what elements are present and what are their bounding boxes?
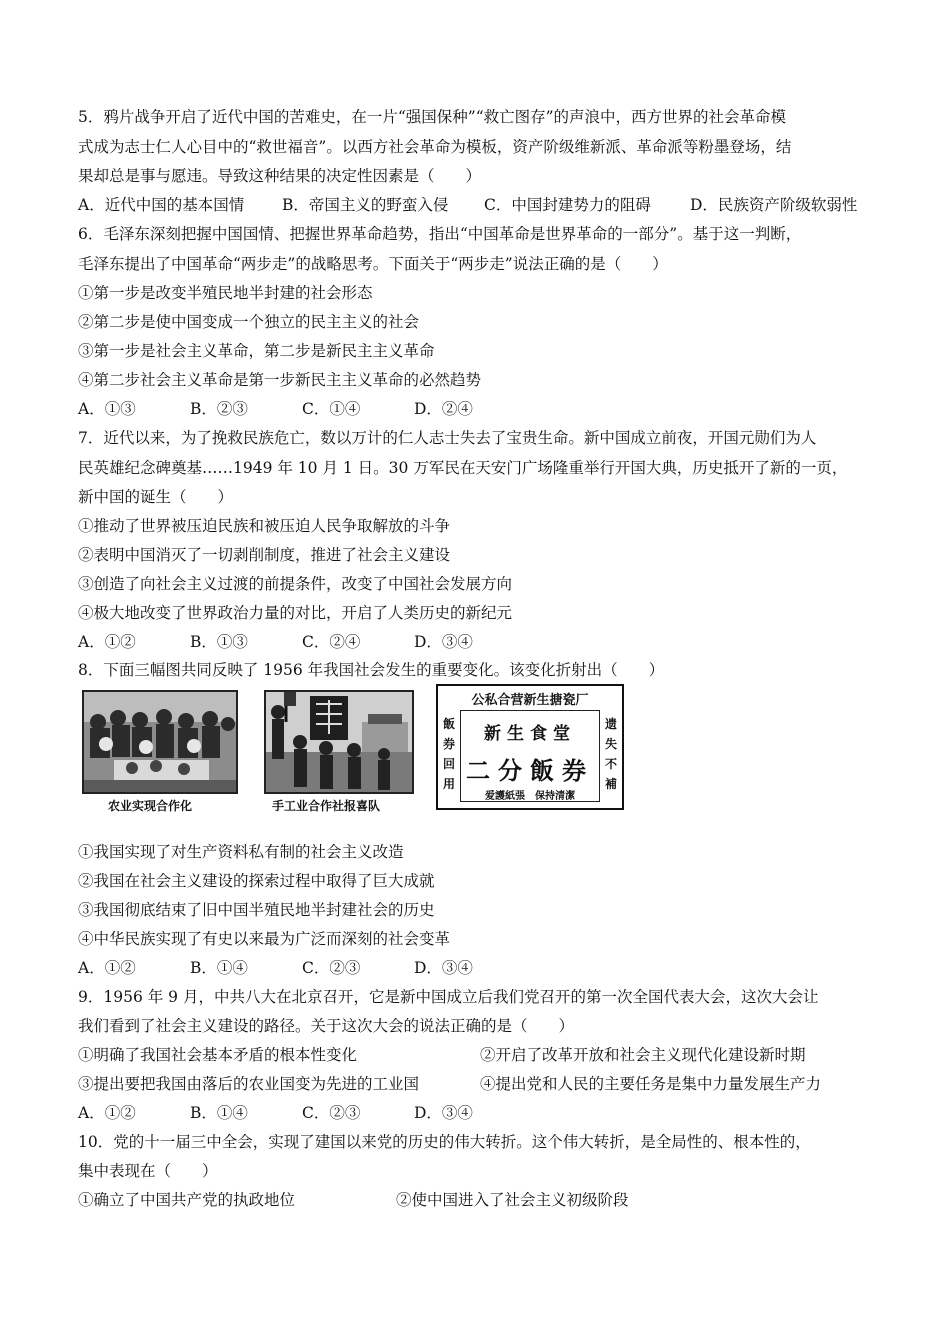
q9-line-2: 我们看到了社会主义建设的路径。关于这次大会的说法正确的是（ ） bbox=[78, 1017, 575, 1035]
q8-option-d: D．③④ bbox=[414, 959, 473, 977]
q8-item-3: ③我国彻底结束了旧中国半殖民地半封建社会的历史 bbox=[78, 901, 435, 919]
q8-option-b: B．①④ bbox=[190, 959, 248, 977]
q7-item-1: ①推动了世界被压迫民族和被压迫人民争取解放的斗争 bbox=[78, 517, 451, 535]
q9-item-2: ②开启了改革开放和社会主义现代化建设新时期 bbox=[480, 1046, 806, 1064]
photo-handicraft-image bbox=[266, 692, 412, 792]
ticket-right-text: 遗失不補 bbox=[604, 717, 617, 791]
q10-line-2: 集中表现在（ ） bbox=[78, 1162, 218, 1180]
q5-line-3: 果却总是事与愿违。导致这种结果的决定性因素是（ ） bbox=[78, 167, 482, 185]
q8-item-2: ②我国在社会主义建设的探索过程中取得了巨大成就 bbox=[78, 872, 435, 890]
q7-line-2: 民英雄纪念碑奠基……1949 年 10 月 1 日。30 万军民在天安门广场隆重举行开国大典，历史抵开了新的一页， bbox=[78, 459, 848, 477]
ticket-title: 公私合营新生搪瓷厂 bbox=[471, 693, 589, 708]
q7-item-3: ③创造了向社会主义过渡的前提条件，改变了中国社会发展方向 bbox=[78, 575, 513, 593]
q6-option-a: A．①③ bbox=[78, 400, 136, 418]
q9-item-3: ③提出要把我国由落后的农业国变为先进的工业国 bbox=[78, 1075, 420, 1093]
q9-line-1: 9．1956 年 9 月，中共八大在北京召开，它是新中国成立后我们党召开的第一次全国代表大会，这次大会让 bbox=[78, 988, 819, 1006]
q8-item-4: ④中华民族实现了有史以来最为广泛而深刻的社会变革 bbox=[78, 930, 451, 948]
meal-ticket bbox=[436, 684, 624, 810]
caption-handicraft: 手工业合作社报喜队 bbox=[272, 799, 381, 813]
q7-item-2: ②表明中国消灭了一切剥削制度，推进了社会主义建设 bbox=[78, 546, 451, 564]
q9-option-c: C．②③ bbox=[302, 1104, 361, 1122]
q5-option-c: C．中国封建势力的阻碍 bbox=[484, 196, 651, 214]
q5-option-b: B．帝国主义的野蛮入侵 bbox=[282, 196, 449, 214]
q8-line-1: 8．下面三幅图共同反映了 1956 年我国社会发生的重要变化。该变化折射出（ ） bbox=[78, 661, 665, 679]
ticket-foot: 爱護紙張 保持清潔 bbox=[485, 791, 575, 802]
q10-item-1: ①确立了中国共产党的执政地位 bbox=[78, 1191, 296, 1209]
q9-option-a: A．①② bbox=[78, 1104, 136, 1122]
q7-line-1: 7．近代以来，为了挽救民族危亡，数以万计的仁人志士失去了宝贵生命。新中国成立前夜，开国元勋们为人 bbox=[78, 429, 817, 447]
q10-item-2: ②使中国进入了社会主义初级阶段 bbox=[396, 1191, 629, 1209]
q6-option-b: B．②③ bbox=[190, 400, 248, 418]
q7-option-d: D．③④ bbox=[414, 633, 473, 651]
q7-option-a: A．①② bbox=[78, 633, 136, 651]
q5-line-1: 5．鸦片战争开启了近代中国的苦难史，在一片“强国保种”“救亡图存”的声浪中，西方世界的社会革命模 bbox=[78, 108, 787, 126]
q9-item-4: ④提出党和人民的主要任务是集中力量发展生产力 bbox=[480, 1075, 822, 1093]
q6-item-2: ②第二步是使中国变成一个独立的民主主义的社会 bbox=[78, 313, 420, 331]
q5-option-a: A．近代中国的基本国情 bbox=[78, 196, 245, 214]
caption-agriculture: 农业实现合作化 bbox=[108, 799, 193, 813]
photo-agriculture-image bbox=[84, 692, 236, 792]
q5-line-2: 式成为志士仁人心目中的“救世福音”。以西方社会革命为模板，资产阶级维新派、革命派等粉墨登场，结 bbox=[78, 138, 792, 156]
q6-item-3: ③第一步是社会主义革命，第二步是新民主主义革命 bbox=[78, 342, 435, 360]
q6-option-d: D．②④ bbox=[414, 400, 473, 418]
q10-line-1: 10．党的十一届三中全会，实现了建国以来党的历史的伟大转折。这个伟大转折，是全局性的、根本性的， bbox=[78, 1133, 811, 1151]
ticket-left-text: 飯券回用 bbox=[442, 717, 455, 791]
q7-option-c: C．②④ bbox=[302, 633, 361, 651]
q6-item-1: ①第一步是改变半殖民地半封建的社会形态 bbox=[78, 284, 373, 302]
q6-line-2: 毛泽东提出了中国革命“两步走”的战略思考。下面关于“两步走”说法正确的是（ ） bbox=[78, 255, 668, 273]
q7-line-3: 新中国的诞生（ ） bbox=[78, 488, 234, 506]
q6-option-c: C．①④ bbox=[302, 400, 361, 418]
q7-option-b: B．①③ bbox=[190, 633, 248, 651]
q8-figure bbox=[78, 688, 638, 818]
q8-option-a: A．①② bbox=[78, 959, 136, 977]
q9-option-b: B．①④ bbox=[190, 1104, 248, 1122]
q8-item-1: ①我国实现了对生产资料私有制的社会主义改造 bbox=[78, 843, 404, 861]
photo-agriculture bbox=[82, 690, 238, 794]
ticket-head: 新生食堂 bbox=[484, 724, 576, 744]
q7-item-4: ④极大地改变了世界政治力量的对比，开启了人类历史的新纪元 bbox=[78, 604, 513, 622]
q5-option-d: D．民族资产阶级软弱性 bbox=[690, 196, 858, 214]
photo-handicraft bbox=[264, 690, 414, 794]
q9-option-d: D．③④ bbox=[414, 1104, 473, 1122]
ticket-main: 二分飯券 bbox=[466, 756, 594, 785]
q9-item-1: ①明确了我国社会基本矛盾的根本性变化 bbox=[78, 1046, 358, 1064]
q6-line-1: 6．毛泽东深刻把握中国国情、把握世界革命趋势，指出“中国革命是世界革命的一部分”。基于这一判断， bbox=[78, 225, 802, 243]
q8-option-c: C．②③ bbox=[302, 959, 361, 977]
ticket-inner-frame bbox=[460, 710, 600, 802]
q6-item-4: ④第二步社会主义革命是第一步新民主主义革命的必然趋势 bbox=[78, 371, 482, 389]
